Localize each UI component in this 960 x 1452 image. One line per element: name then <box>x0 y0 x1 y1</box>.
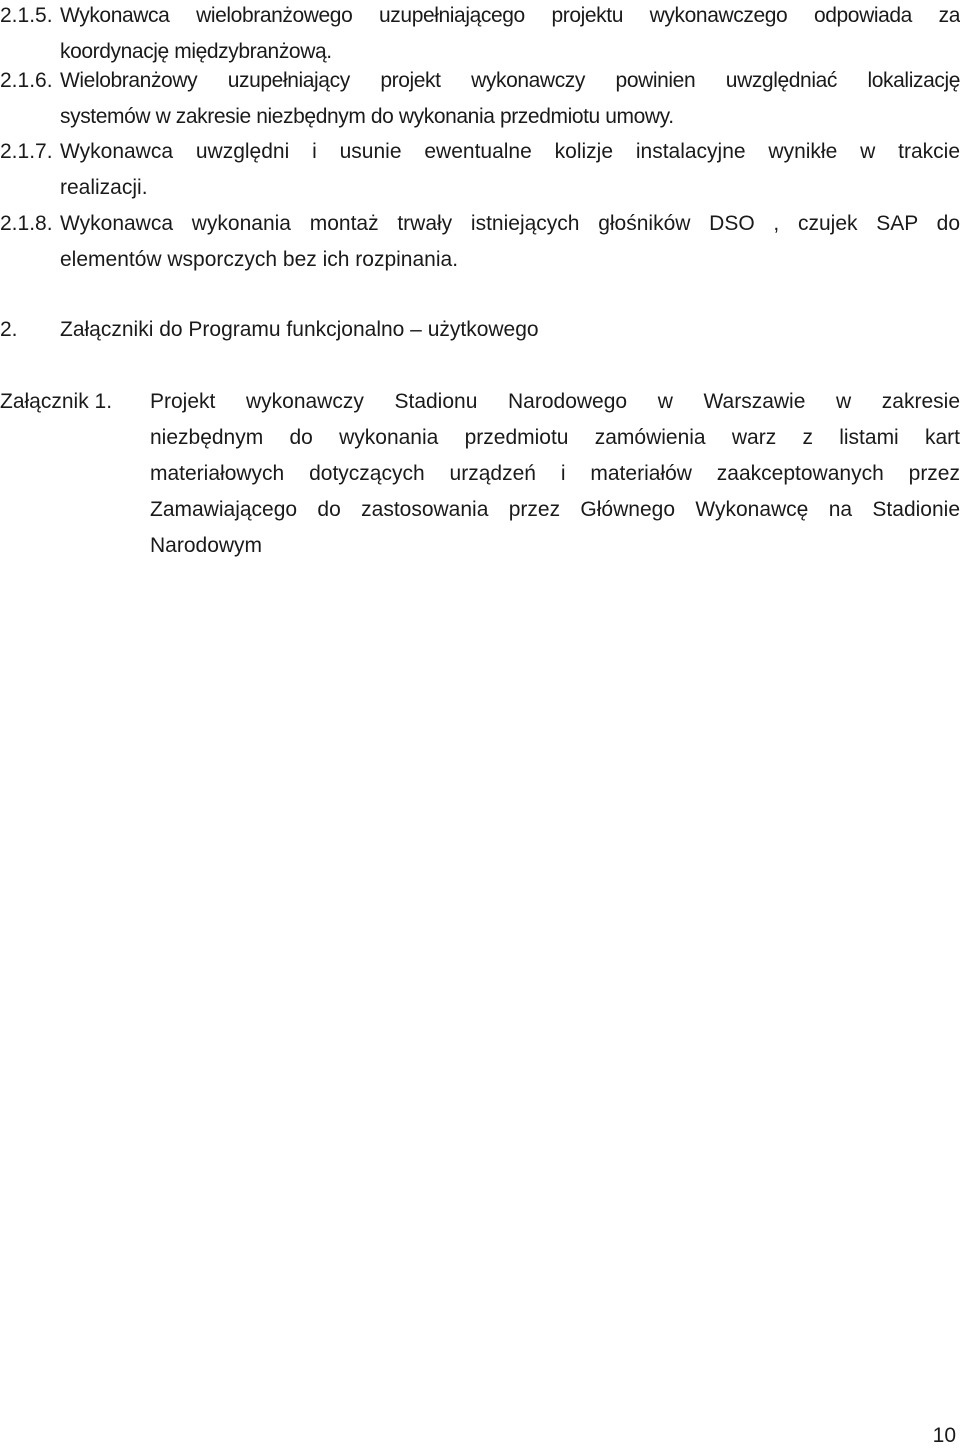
item-text <box>60 63 960 135</box>
item-text <box>60 206 960 278</box>
item-text-line: Wielobranżowy uzupełniający projekt wykonawczy powinien uwzględniać lokalizację <box>60 69 960 92</box>
attachment-label: Załącznik 1. <box>0 390 113 413</box>
section-number: 2. <box>0 318 18 341</box>
item-text-line: realizacji. <box>60 176 148 199</box>
item-text-line: systemów w zakresie niezbędnym do wykonania przedmiotu umowy. <box>60 105 674 128</box>
item-number: 2.1.7. <box>0 140 53 163</box>
item-text-line: Wykonawca uwzględni i usunie ewentualne kolizje instalacyjne wynikłe w trakcie <box>60 140 960 163</box>
item-text-line: Wykonawca wielobranżowego uzupełniającego projektu wykonawczego odpowiada za <box>60 4 960 27</box>
attachment-text-line: Zamawiającego do zastosowania przez Głównego Wykonawcę na Stadionie <box>150 498 960 521</box>
attachment-text-line: Narodowym <box>150 534 263 557</box>
item-number: 2.1.6. <box>0 69 53 92</box>
attachment-text-line: niezbędnym do wykonania przedmiotu zamówienia warz z listami kart <box>150 426 960 449</box>
page-number: 10 <box>932 1424 956 1447</box>
item-text-line: elementów wsporczych bez ich rozpinania. <box>60 248 459 271</box>
item-number: 2.1.8. <box>0 212 53 235</box>
item-text-line: koordynację międzybranżową. <box>60 40 332 63</box>
attachment-text-line: Projekt wykonawczy Stadionu Narodowego w Warszawie w zakresie <box>150 390 960 413</box>
item-number: 2.1.5. <box>0 4 53 27</box>
item-text <box>60 0 960 70</box>
attachment-description <box>150 384 960 564</box>
section-title: Załączniki do Programu funkcjonalno – użytkowego <box>60 318 539 341</box>
item-text-line: Wykonawca wykonania montaż trwały istniejących głośników DSO , czujek SAP do <box>60 212 960 235</box>
attachment-text-line: materiałowych dotyczących urządzeń i materiałów zaakceptowanych przez <box>150 462 960 485</box>
item-text <box>60 134 960 206</box>
